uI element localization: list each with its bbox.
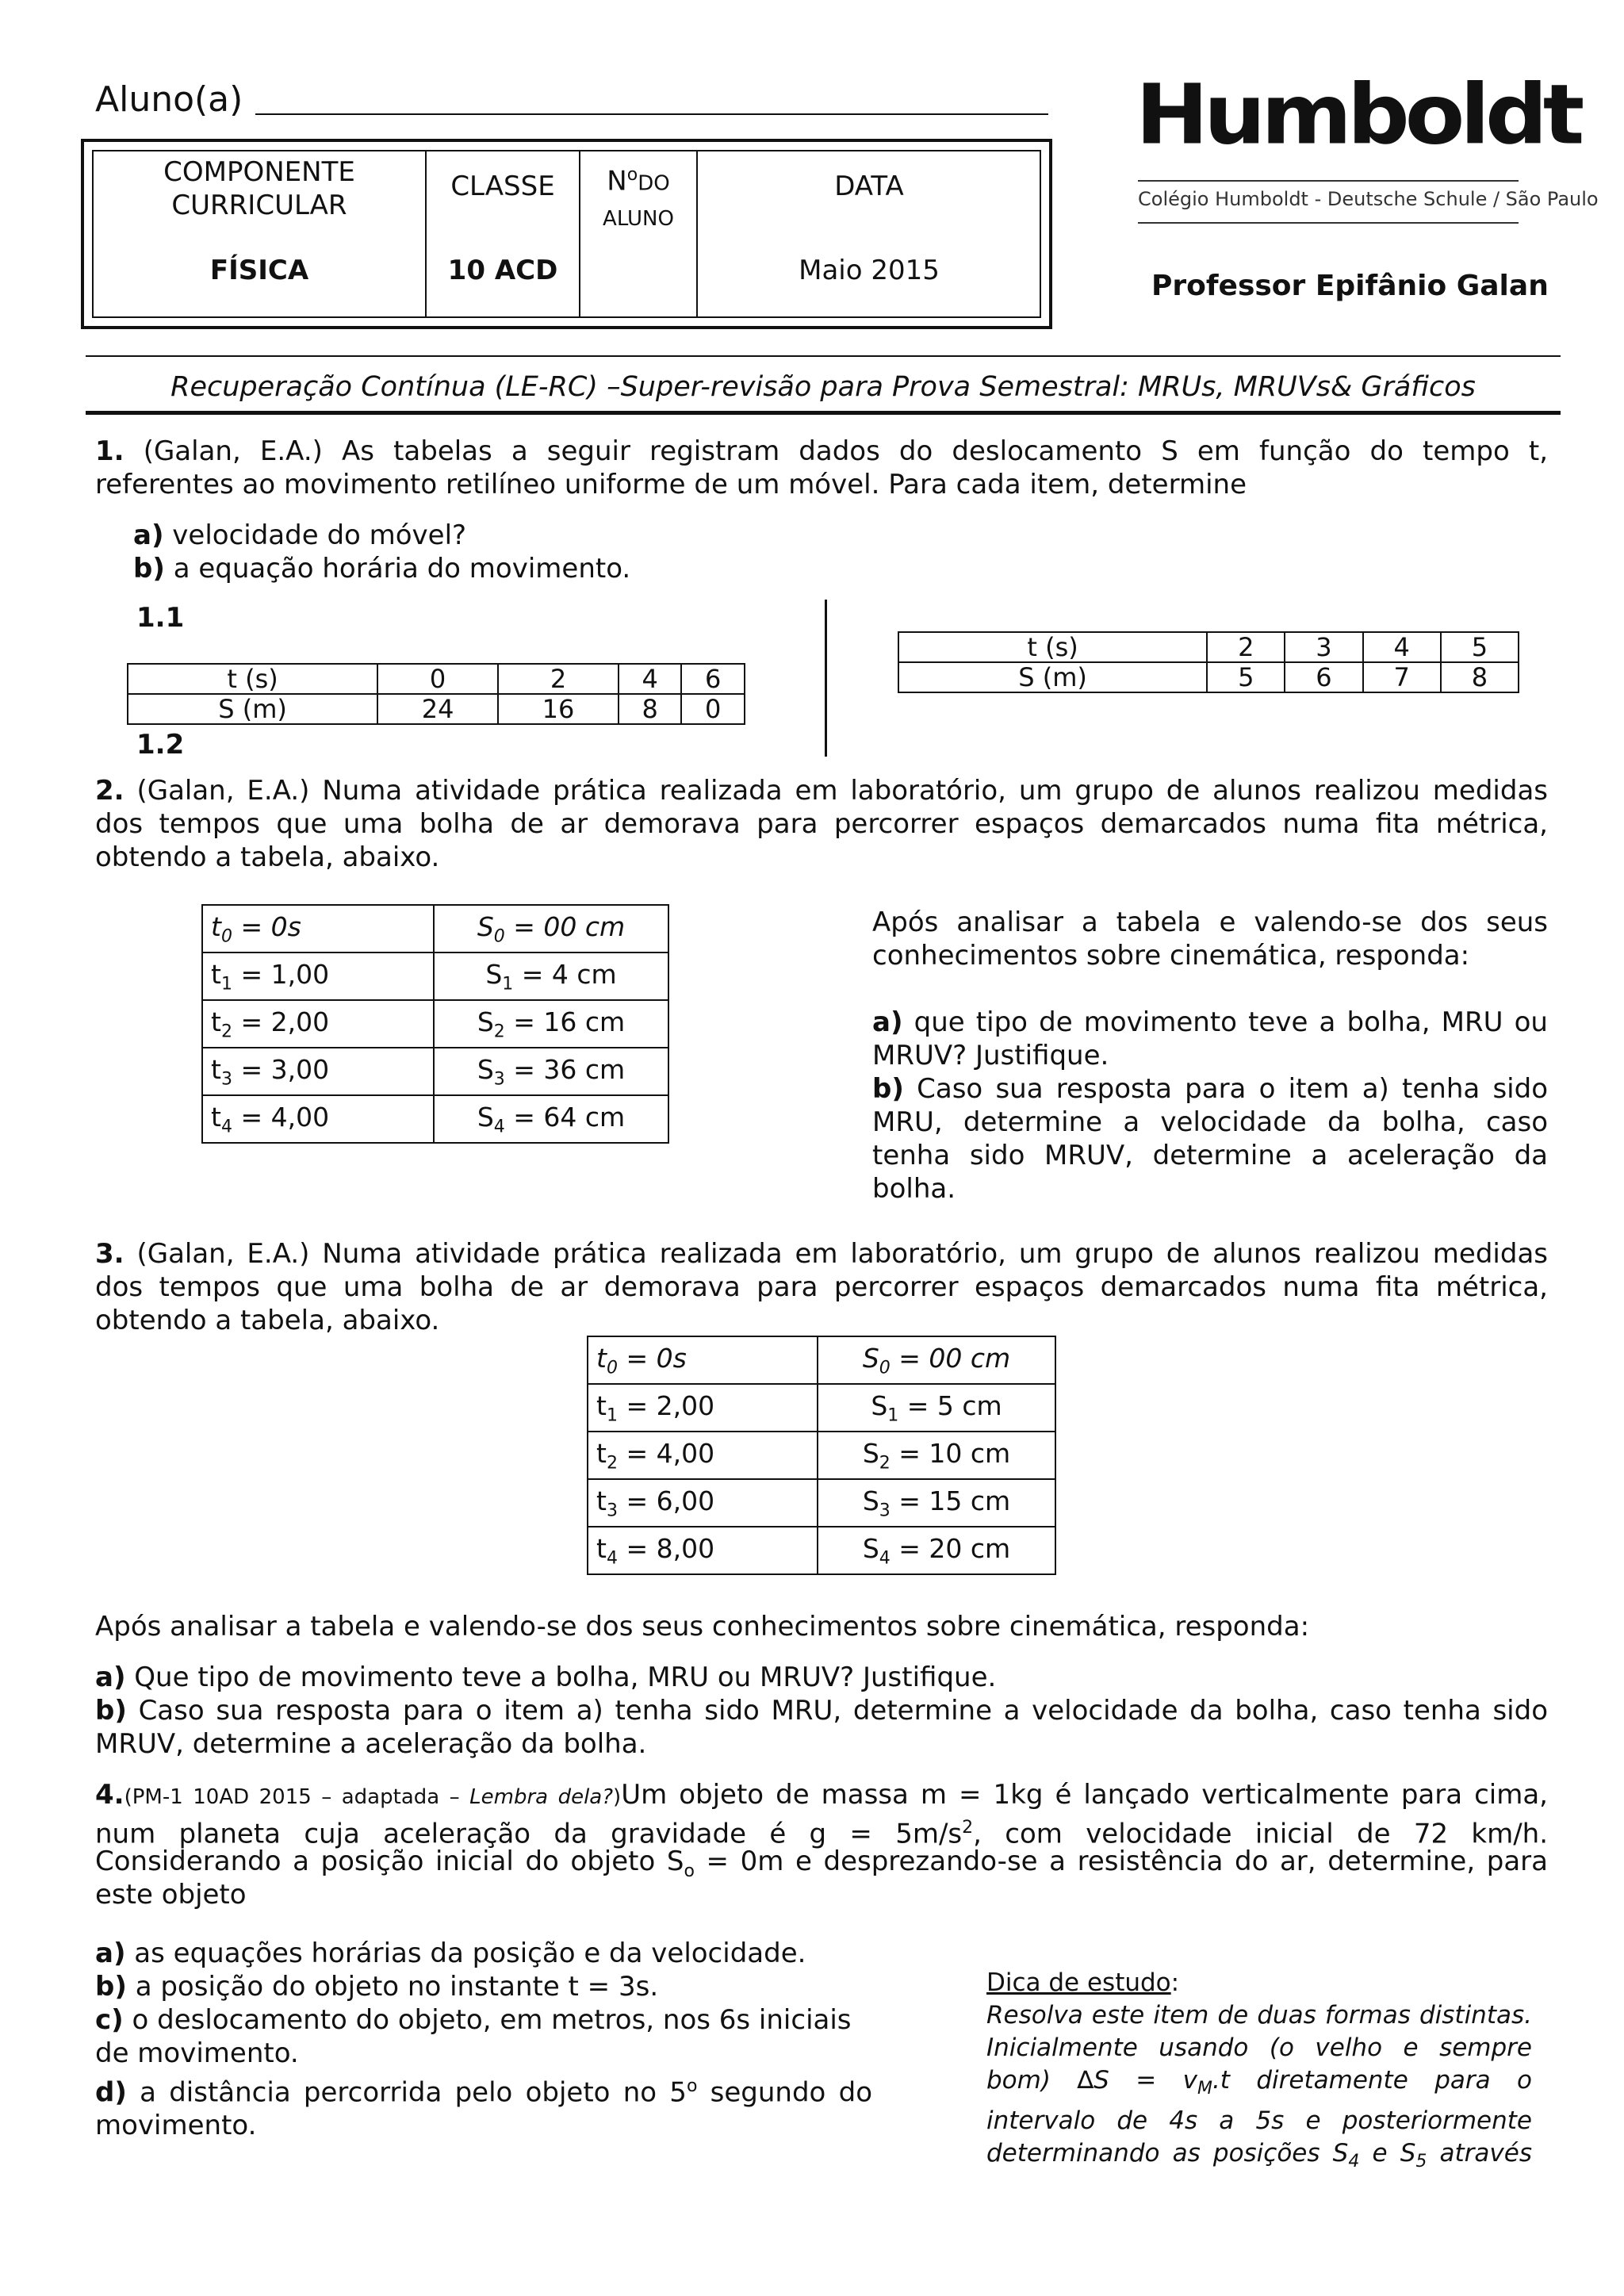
q2-item-a: a) que tipo de movimento teve a bolha, MRU ou [872,1006,1548,1038]
componente-value: FÍSICA [209,255,309,286]
classe-value: 10 ACD [447,255,558,286]
table-row: $t_2 = 4,00$ $S_2 = 10$ cm [588,1432,1055,1479]
professor-name: Professor Epifânio Galan [1151,270,1549,302]
q3-item-b-cont: MRUV, determine a aceleração da bolha. [95,1728,647,1760]
subtitle-rule-thick [86,411,1561,415]
q4-intro-cont: num planeta cuja aceleração da gravidade é $g = 5m/s^2$, com velocidade inicial de 72 km/h. [95,1818,1549,1850]
q4-intro-cont: Considerando a posição inicial do objeto $S_o = 0m$ e desprezando-se a resistência do ar, determine, para [95,1846,1548,1881]
q2-item-b: b) Caso sua resposta para o item a) tenha sido [872,1073,1549,1105]
q3-intro: 3. (Galan, E.A.) Numa atividade prática realizada em laboratório, um grupo de alunos realizou medidas [95,1238,1548,1270]
table-row: $t_0 = 0s$ $S_0 = 00$ cm [588,1336,1055,1384]
table-row: $t_0 = 0s$ $S_0 = 00$ cm [202,905,668,953]
q4-items: a) as equações horárias da posição e da velocidade. b) a posição do objeto no instante t = 3s. c) o deslocamento do objeto, em metros, nos 6s iniciais de movimento. d) a distância percorrida pelo objeto no 5$^o$ segundo do movimento. [95,1938,872,2142]
q3-intro-cont: dos tempos que uma bolha de ar demorava para percorrer espaços demarcados numa fita métrica, [95,1271,1548,1303]
q4-intro: 4.(PM-1 10AD 2015 – adaptada – Lembra dela?)Um objeto de massa m = 1kg é lançado verticalmente para cima, [95,1779,1548,1811]
q2-side-text: Após analisar a tabela e valendo-se dos seus conhecimentos sobre cinemática, responda: a) que tipo de movimento teve a bolha, MRU ou MRUV? Justifique. b) Caso sua resposta para o item a) tenha sido MRU, determine a velocidade da bolha, caso tenha sido MRUV, determine a aceleração da bolha. [872,907,1549,1205]
q1-label-11: 1.1 [136,602,185,634]
logo-rule [1138,180,1519,182]
table-row: S (m) 5 6 7 8 [898,662,1519,692]
table-row: $t_3 = 6,00$ $S_3 = 15$ cm [588,1479,1055,1527]
table-row: t (s) 0 2 4 6 [128,664,745,694]
q3-after-text: Após analisar a tabela e valendo-se dos seus conhecimentos sobre cinemática, responda: [95,1611,1310,1642]
q2-data-table [201,904,669,1144]
student-name-line[interactable] [255,113,1048,115]
logo-rule [1138,222,1519,224]
q1-item-a: a) velocidade do móvel? [133,519,467,551]
q2-intro-cont: dos tempos que uma bolha de ar demorava para percorrer espaços demarcados numa fita métrica, [95,808,1548,840]
q3-item-a: a) Que tipo de movimento teve a bolha, MRU ou MRUV? Justifique. [95,1662,997,1693]
q1-table-divider [825,600,827,757]
q3-intro-cont: obtendo a tabela, abaixo. [95,1305,440,1336]
table-row: $t_3 = 3,00$ $S_3 = 36$ cm [202,1048,668,1095]
q1-item-b: b) a equação horária do movimento. [133,553,631,585]
table-row: $t_2 = 2,00$ $S_2 = 16$ cm [202,1000,668,1048]
q4-intro-cont: este objeto [95,1879,247,1911]
col-numero-header: $N^oDO$ ALUNO [603,165,674,232]
data-value: Maio 2015 [799,255,940,286]
col-data-header: DATA [834,171,904,202]
q3-item-b: b) Caso sua resposta para o item a) tenha sido MRU, determine a velocidade da bolha, caso tenha sido [95,1695,1549,1727]
q4-item-a: a) as equações horárias da posição e da velocidade. [95,1938,806,1969]
subtitle-rule [86,355,1561,357]
table-row: S (m) 24 16 8 0 [128,694,745,724]
table-row: $t_1 = 1,00$ $S_1 = 4$ cm [202,953,668,1000]
q2-intro-cont: obtendo a tabela, abaixo. [95,841,440,873]
q4-item-d: d) a distância percorrida pelo objeto no 5$^o$ segundo do [95,2076,872,2109]
q1-intro-cont: referentes ao movimento retilíneo uniforme de um móvel. Para cada item, determine [95,469,1247,500]
q1-intro: 1. (Galan, E.A.) As tabelas a seguir registram dados do deslocamento S em função do tempo t, [95,435,1549,467]
col-classe-header: CLASSE [450,171,555,202]
table-row: $t_4 = 4,00$ $S_4 = 64$ cm [202,1095,668,1143]
q1-label-12: 1.2 [136,729,185,761]
student-name-label: Aluno(a) [95,79,243,120]
q4-item-c: c) o deslocamento do objeto, em metros, nos 6s iniciais [95,2004,852,2036]
q4-item-b: b) a posição do objeto no instante t = 3s. [95,1971,659,2003]
q1-table-12 [898,631,1519,693]
table-row: t (s) 2 3 4 5 [898,632,1519,662]
table-row: $t_4 = 8,00$ $S_4 = 20$ cm [588,1527,1055,1574]
table-row: $t_1 = 2,00$ $S_1 = 5$ cm [588,1384,1055,1432]
study-tip-box: Dica de estudo: Resolva este item de duas formas distintas. Inicialmente usando (o velho e sempre bom) $\Delta S = v_M.t$ diretamente para o intervalo de 4s a 5s e posteriormente determinando as posições $S_4$ e $S_5$ através [986,1968,1533,2172]
q2-intro: 2. (Galan, E.A.) Numa atividade prática realizada em laboratório, um grupo de alunos realizou medidas [95,775,1548,807]
study-tip-title: Dica de estudo [986,1968,1171,1997]
worksheet-subtitle: Recuperação Contínua (LE-RC) –Super-revisão para Prova Semestral: MRUs, MRUVs& Gráficos [170,371,1476,403]
q1-table-11 [127,663,745,725]
col-componente-header: COMPONENTE CURRICULAR [163,156,355,221]
humboldt-logo: Humboldt [1136,66,1580,163]
q3-data-table [587,1336,1056,1575]
logo-subtitle: Colégio Humboldt - Deutsche Schule / São Paulo [1138,188,1599,210]
